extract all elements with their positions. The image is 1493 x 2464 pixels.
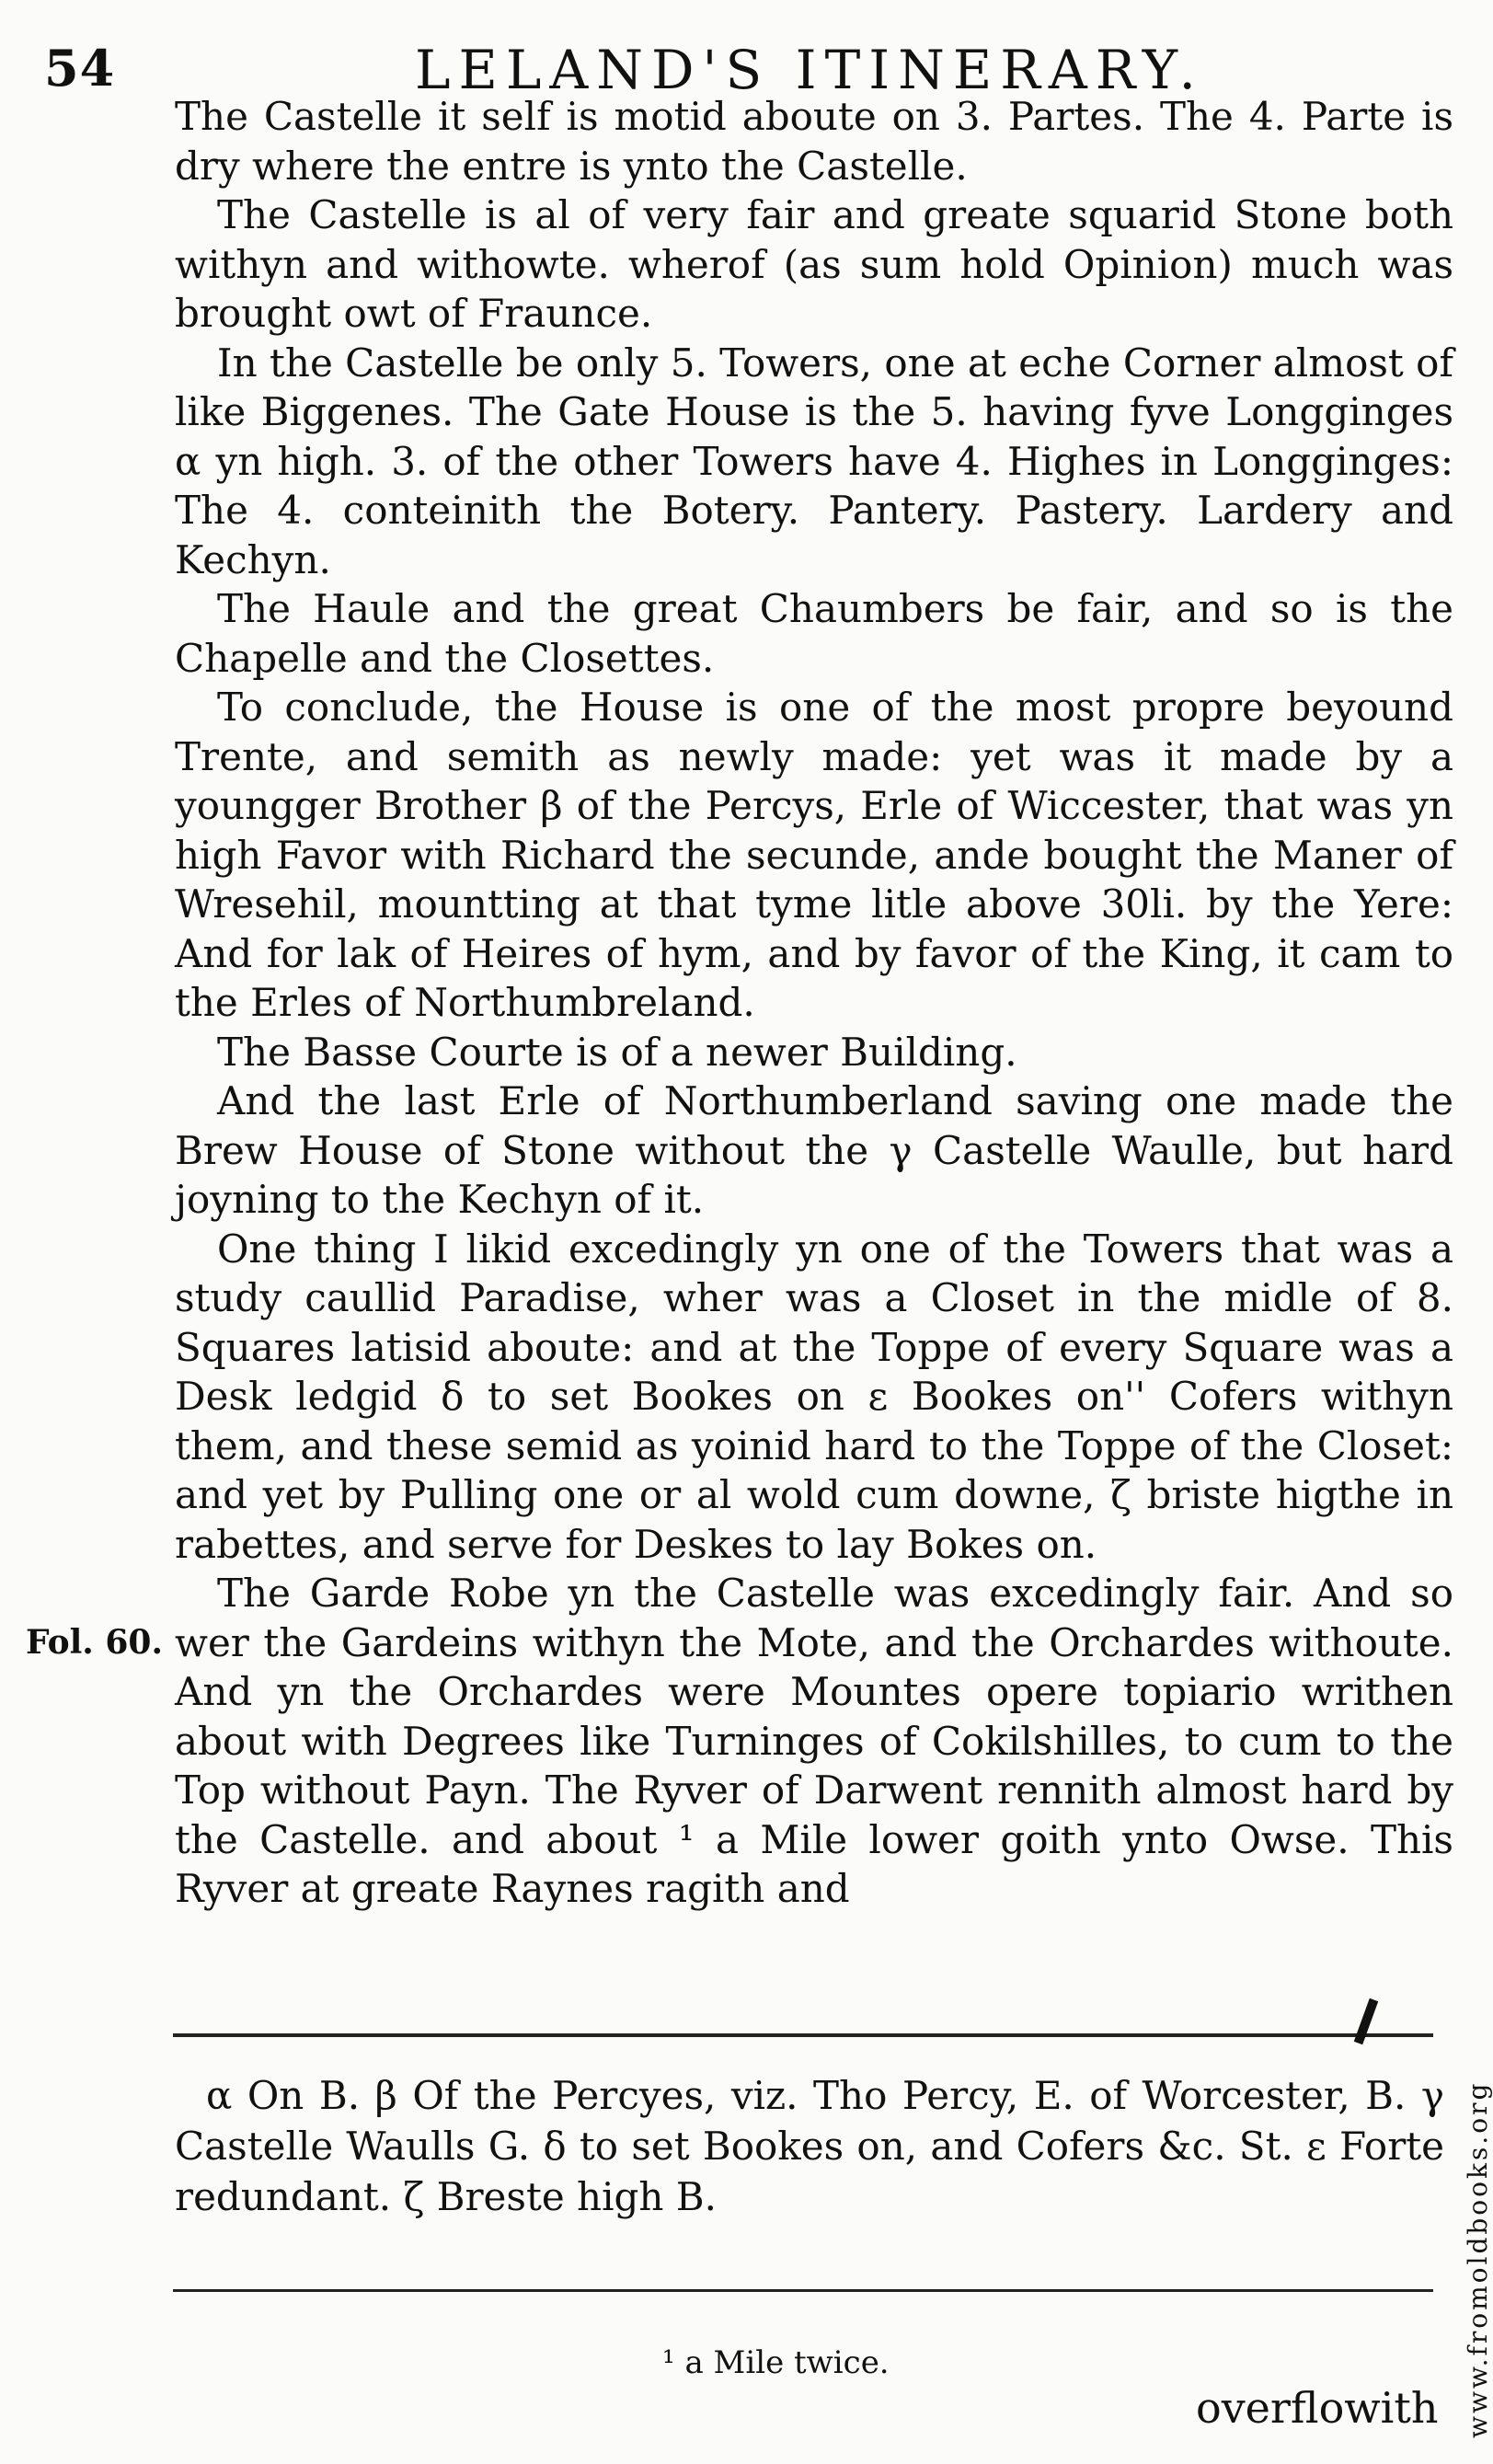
pen-mark — [1354, 1998, 1378, 2044]
paragraph: And the last Erle of Northumberland saving one made the Brew House of Stone without the γ Castelle Waulle, but hard joyning to the Kechyn of it. — [175, 1078, 1453, 1222]
bottom-note: ¹ a Mile twice. — [662, 2344, 890, 2381]
paragraph: The Basse Courte is of a newer Building. — [217, 1029, 1017, 1075]
running-head: LELAND'S ITINERARY. — [415, 39, 1204, 101]
body-text — [175, 92, 1453, 1914]
marginal-folio-note: Fol. 60. — [26, 1623, 163, 1662]
footnotes: α On B. β Of the Percyes, viz. Tho Percy, E. of Worcester, B. γ Castelle Waulls G. δ to set Bookes on, and Cofers &c. St. ε Forte redundant. ζ Breste high B. — [175, 2073, 1444, 2219]
paragraph: In the Castelle be only 5. Towers, one at eche Corner almost of like Biggenes. The Gate House is the 5. having fyve Longginges α yn high. 3. of the other Towers have 4. Highes in Longginges: The 4. conteinith the Botery. Pantery. Pastery. Lardery and Kechyn. — [175, 340, 1453, 582]
paragraph: The Garde Robe yn the Castelle was excedingly fair. And so wer the Gardeins withyn the Mote, and the Orchardes withoute. And yn the Orchardes were Mountes opere topiario writhen about with Degrees like Turninges of Cokilshilles, to cum to the Top without Payn. The Ryver of Darwent rennith almost hard by the Castelle. and about ¹ a Mile lower goith ynto Owse. This Ryver at greate Raynes ragith and — [175, 1571, 1453, 1911]
paragraph: To conclude, the House is one of the most propre beyound Trente, and semith as newly made: yet was it made by a youngger Brother β of the Percys, Erle of Wiccester, that was yn high Favor with Richard the secunde, ande bought the Maner of Wresehil, mountting at that tyme litle above 30li. by the Yere: And for lak of Heires of hym, and by favor of the King, it cam to the Erles of Northumbreland. — [175, 685, 1453, 1025]
watermark: www.fromoldbooks.org — [1463, 2080, 1493, 2438]
catchword: overflowith — [1196, 2383, 1439, 2433]
paragraph: The Castelle is al of very fair and greate squarid Stone both withyn and withowte. wherof (as sum hold Opinion) much was brought owt of Fraunce. — [175, 192, 1453, 336]
footnote-rule-top — [173, 2033, 1433, 2037]
footnote-rule-bottom — [173, 2289, 1433, 2292]
paragraph: The Haule and the great Chaumbers be fair, and so is the Chapelle and the Closettes. — [175, 586, 1453, 681]
page-number: 54 — [44, 39, 116, 98]
paragraph: One thing I likid excedingly yn one of the Towers that was a study caullid Paradise, wher was a Closet in the midle of 8. Squares latisid aboute: and at the Toppe of every Square was a Desk ledgid δ to set Bookes on ε Bookes on'' Cofers withyn them, and these semid as yoinid hard to the Toppe of the Closet: and yet by Pulling one or al wold cum downe, ζ briste higthe in rabettes, and serve for Deskes to lay Bokes on. — [175, 1226, 1453, 1567]
paragraph: The Castelle it self is motid aboute on 3. Partes. The 4. Parte is dry where the entre is ynto the Castelle. — [175, 94, 1453, 189]
